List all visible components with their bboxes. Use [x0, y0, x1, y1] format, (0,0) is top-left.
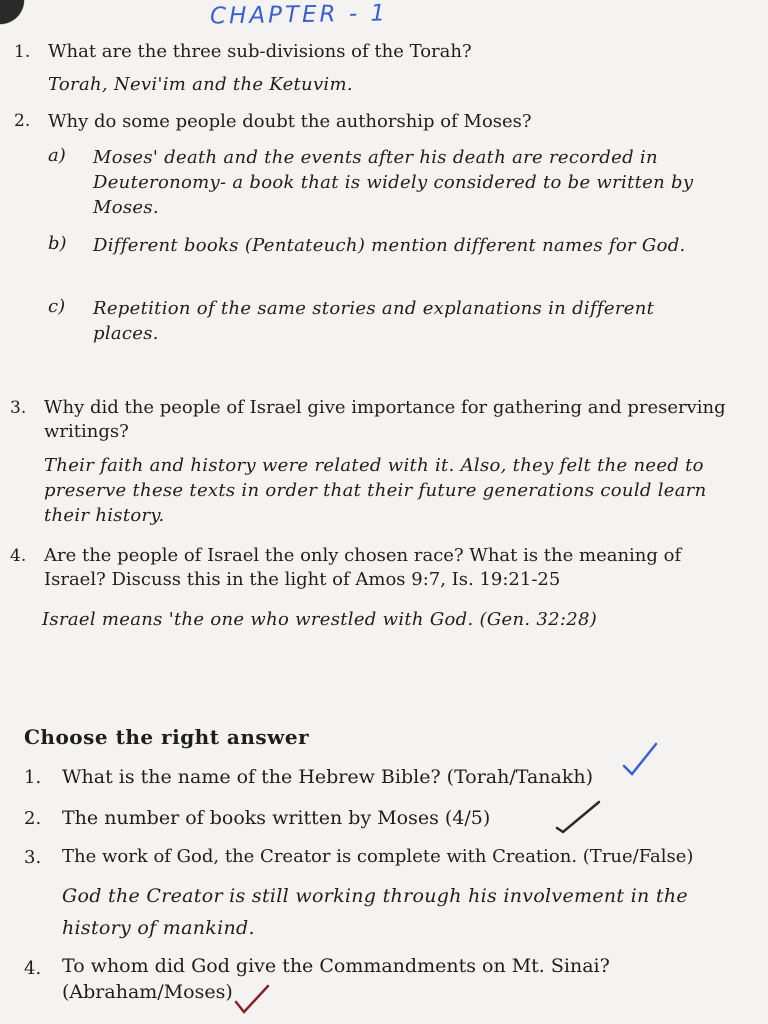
- question-number: 1.: [14, 42, 31, 62]
- answer-text: God the Creator is still working through his involvement in the history of mankind.: [62, 885, 688, 939]
- question-number: 3.: [10, 398, 27, 418]
- answer-text: Israel means 'the one who wrestled with God. (Gen. 32:28): [42, 609, 598, 630]
- mcq-number: 3.: [24, 847, 42, 868]
- checkmark-icon: [535, 798, 605, 838]
- question-text: Are the people of Israel the only chosen race? What is the meaning of Israel? Discuss this in the light of Amos 9:7, Is. 19:21-25: [44, 545, 682, 590]
- question-number: 2.: [14, 111, 31, 131]
- question-text: What are the three sub-divisions of the Torah?: [48, 41, 472, 62]
- sub-answer-text: Different books (Pentateuch) mention different names for God.: [93, 235, 686, 256]
- sub-answer-label: a): [48, 145, 66, 166]
- mcq-number: 1.: [24, 767, 42, 788]
- sub-answer-label: c): [48, 296, 66, 317]
- mcq-text: The work of God, the Creator is complete with Creation. (True/False): [62, 846, 694, 867]
- question-number: 4.: [10, 546, 27, 566]
- mcq-text: What is the name of the Hebrew Bible? (Torah/Tanakh): [62, 766, 594, 788]
- question-text: Why did the people of Israel give importance for gathering and preserving writings?: [44, 397, 726, 442]
- chapter-title: CHAPTER - 1: [209, 0, 389, 30]
- page-corner-shadow: [0, 0, 26, 30]
- section-heading: Choose the right answer: [24, 725, 310, 749]
- sub-answer-text: Moses' death and the events after his death are recorded in Deuteronomy- a book that is widely considered to be written by Moses.: [93, 147, 694, 218]
- mcq-number: 4.: [24, 958, 42, 979]
- checkmark-icon: [228, 980, 288, 1016]
- answer-text: Torah, Nevi'im and the Ketuvim.: [48, 74, 353, 95]
- question-text: Why do some people doubt the authorship of Moses?: [48, 111, 532, 132]
- sub-answer-text: Repetition of the same stories and explanations in different places.: [93, 298, 655, 344]
- answer-text: Their faith and history were related with it. Also, they felt the need to preserve these texts in order that their future generations could learn their history.: [44, 455, 707, 526]
- mcq-text: The number of books written by Moses (4/5): [62, 807, 491, 829]
- mcq-text: To whom did God give the Commandments on Mt. Sinai? (Abraham/Moses): [62, 955, 610, 1003]
- checkmark-icon: [590, 738, 660, 778]
- sub-answer-label: b): [48, 233, 67, 254]
- mcq-number: 2.: [24, 808, 42, 829]
